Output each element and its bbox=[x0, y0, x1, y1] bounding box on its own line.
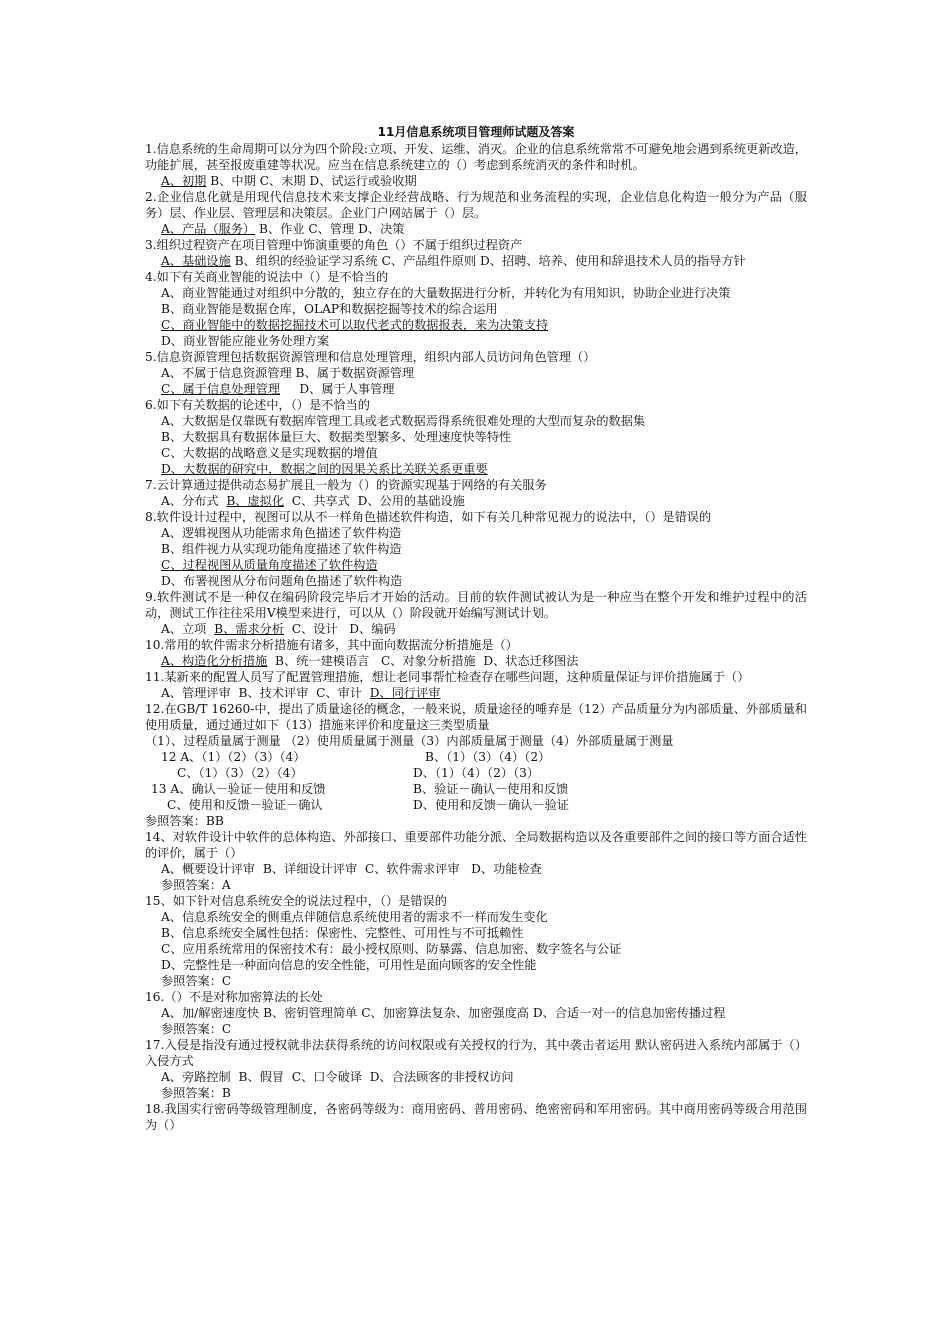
option-text: B、中期 C、末期 D、试运行或验收期 bbox=[206, 174, 417, 188]
option-c bbox=[145, 557, 807, 573]
question-stem: 2.企业信息化就是用现代信息技术来支撑企业经营战略、行为规范和业务流程的实现，企业信息化构造一般分为产品（服务）层、作业层、管理层和决策层。企业门户网站属于（）层。 bbox=[145, 190, 807, 220]
option-text: A、分布式 bbox=[161, 494, 227, 508]
question-options: A、概要设计评审 B、详细设计评审 C、软件需求评审 D、功能检查 bbox=[161, 862, 542, 876]
question-1 bbox=[145, 141, 807, 189]
question-18 bbox=[145, 1101, 807, 1133]
option-b: B、大数据具有数据体量巨大、数据类型繁多、处理速度快等特性 bbox=[161, 430, 512, 444]
option-text: D、使用和反馈－确认－验证 bbox=[413, 798, 570, 812]
question-4 bbox=[145, 269, 807, 349]
option-text: A、管理评审 B、技术评审 C、审计 bbox=[161, 686, 370, 700]
question-stem: 4.如下有关商业智能的说法中（）是不恰当的 bbox=[145, 270, 389, 284]
option-a: A、逻辑视图从功能需求角色描述了软件构造 bbox=[161, 526, 402, 540]
question-7 bbox=[145, 477, 807, 509]
option-b: B、组件视力从实现功能角度描述了软件构造 bbox=[161, 542, 402, 556]
question-stem: 6.如下有关数据的论述中，（）是不恰当的 bbox=[145, 398, 370, 412]
option-a: A、信息系统安全的侧重点伴随信息系统使用者的需求不一样而发生变化 bbox=[161, 910, 548, 924]
reference-answer: 参照答案：B bbox=[161, 1086, 231, 1100]
question-stem: 14、对软件设计中软件的总体构造、外部接口、重要部件功能分派、全局数据构造以及各重要部件之间的接口等方面合适性的评价，属于（） bbox=[145, 830, 807, 860]
option-c: C、大数据的战略意义是实现数据的增值 bbox=[161, 446, 378, 460]
question-15 bbox=[145, 893, 807, 989]
options-13-row1 bbox=[145, 781, 807, 797]
options-12-row1 bbox=[145, 749, 807, 765]
answer-option: D、大数据的研究中，数据之间的因果关系比关联关系更重要 bbox=[161, 462, 488, 476]
option-text: B、验证－确认－使用和反馈 bbox=[413, 782, 569, 796]
question-9 bbox=[145, 589, 807, 637]
answer-option: C、属于信息处理管理 bbox=[161, 382, 281, 396]
answer-option: B、虚拟化 bbox=[226, 494, 285, 508]
question-2 bbox=[145, 189, 807, 237]
option-text: 12 A、（1）（2）（3）（4） bbox=[161, 750, 306, 764]
question-stem: 12.在GB/T 16260-中，提出了质量途径的概念，一般来说，质量途径的唾弃是（12）产品质量分为内部质量、外部质量和使用质量，通过通过如下（13）措施来评价和度量这三类型质量 bbox=[145, 702, 807, 732]
question-6 bbox=[145, 397, 807, 477]
option-a: A、大数据是仅靠既有数据库管理工具或老式数据焉得系统很难处理的大型而复杂的数据集 bbox=[161, 414, 646, 428]
answer-option: D、同行评审 bbox=[369, 686, 441, 700]
question-11 bbox=[145, 669, 807, 701]
options-12-row2 bbox=[145, 765, 807, 781]
question-stem: 10.常用的软件需求分析措施有诸多，其中面向数据流分析措施是（） bbox=[145, 638, 518, 652]
option-text: B、统一建模语言 C、对象分析措施 D、状态迁移图法 bbox=[267, 654, 579, 668]
question-options bbox=[145, 221, 807, 237]
question-options bbox=[145, 173, 807, 189]
option-d: D、完整性是一种面向信息的安全性能，可用性是面向顾客的安全性能 bbox=[161, 958, 537, 972]
question-stem: 17.入侵是指没有通过授权就非法获得系统的访问权限或有关授权的行为，其中袭击者运用 默认密码进入系统内部属于（）入侵方式 bbox=[145, 1038, 807, 1068]
option-text: D、（1）（4）（2）（3） bbox=[413, 766, 540, 780]
option-d: D、布署视图从分布问题角色描述了软件构造 bbox=[161, 574, 403, 588]
question-5 bbox=[145, 349, 807, 397]
question-stem: 16.（）不是对称加密算法的长处 bbox=[145, 990, 323, 1004]
reference-answer: 参照答案：C bbox=[161, 1022, 232, 1036]
question-14 bbox=[145, 829, 807, 893]
reference-answer: 参照答案：C bbox=[161, 974, 232, 988]
option-c bbox=[145, 317, 807, 333]
question-stem: 7.云计算通过提供动态易扩展且一般为（）的资源实现基于网络的有关服务 bbox=[145, 478, 547, 492]
options-13-row2 bbox=[145, 797, 807, 813]
option-text: B、作业 C、管理 D、决策 bbox=[255, 222, 405, 236]
option-ab: A、不属于信息资源管理 B、属于数据资源管理 bbox=[161, 366, 415, 380]
option-text: C、设计 D、编码 bbox=[284, 622, 396, 636]
question-options bbox=[145, 621, 807, 637]
option-cd bbox=[145, 381, 807, 397]
answer-option: B、需求分析 bbox=[214, 622, 285, 636]
reference-answer: 参照答案：BB bbox=[145, 814, 224, 828]
option-text: C、（1）（3）（2）（4） bbox=[177, 766, 303, 780]
option-text: D、属于人事管理 bbox=[280, 382, 395, 396]
option-text: A、立项 bbox=[161, 622, 215, 636]
question-stem: 3.组织过程资产在项目管理中饰演重要的角色（）不属于组织过程资产 bbox=[145, 238, 523, 252]
option-text: B、（1）（3）（4）（2） bbox=[425, 750, 551, 764]
option-b: B、信息系统安全属性包括：保密性、完整性、可用性与不可抵赖性 bbox=[161, 926, 524, 940]
question-line: （1）、过程质量属于测量 （2）使用质量属于测量（3）内部质量属于测量（4）外部质量属于测量 bbox=[145, 734, 674, 748]
reference-answer: 参照答案：A bbox=[161, 878, 231, 892]
answer-option: A、构造化分析措施 bbox=[161, 654, 268, 668]
option-d bbox=[145, 461, 807, 477]
question-options: A、加/解密速度快 B、密钥管理简单 C、加密算法复杂、加密强度高 D、合适一对一的信息加密传播过程 bbox=[161, 1006, 726, 1020]
option-text: C、使用和反馈－验证－确认 bbox=[167, 798, 323, 812]
question-stem: 15、如下针对信息系统安全的说法过程中，（）是错误的 bbox=[145, 894, 447, 908]
question-16 bbox=[145, 989, 807, 1037]
answer-option: C、过程视图从质量角度描述了软件构造 bbox=[161, 558, 378, 572]
option-d: D、商业智能应能业务处理方案 bbox=[161, 334, 330, 348]
question-stem: 11.某新来的配置人员写了配置管理措施，想让老同事帮忙检查存在哪些问题，这种质量保证与评价措施属于（） bbox=[145, 670, 750, 684]
answer-option: C、商业智能中的数据挖掘技术可以取代老式的数据报表，来为决策支持 bbox=[161, 318, 549, 332]
question-stem: 8.软件设计过程中，视图可以从不一样角色描述软件构造，如下有关几种常见视力的说法中，（）是错误的 bbox=[145, 510, 712, 524]
option-text: B、组织的经验证学习系统 C、产品组件原则 D、招聘、培养、使用和辞退技术人员的指导方针 bbox=[230, 254, 746, 268]
question-options: A、旁路控制 B、假冒 C、口令破译 D、合法顾客的非授权访问 bbox=[161, 1070, 514, 1084]
option-b: B、商业智能是数据仓库，OLAP和数据挖掘等技术的综合运用 bbox=[161, 302, 498, 316]
option-c: C、应用系统常用的保密技术有：最小授权原则、防暴露、信息加密、数字签名与公证 bbox=[161, 942, 622, 956]
question-stem: 1.信息系统的生命周期可以分为四个阶段:立项、开发、运维、消灭。企业的信息系统常常不可避免地会遇到系统更新改造，功能扩展，甚至报废重建等状况。应当在信息系统建立的（）考虑到系统消灭的条件和时机。 bbox=[145, 142, 807, 172]
answer-option: A、初期 bbox=[161, 174, 207, 188]
option-text: C、共享式 D、公用的基础设施 bbox=[284, 494, 465, 508]
question-stem: 5.信息资源管理包括数据资源管理和信息处理管理，组织内部人员访问角色管理（） bbox=[145, 350, 596, 364]
question-12 bbox=[145, 701, 807, 829]
question-options bbox=[145, 253, 807, 269]
question-17 bbox=[145, 1037, 807, 1101]
answer-option: A、产品（服务） bbox=[161, 222, 256, 236]
question-options bbox=[145, 653, 807, 669]
document-page bbox=[145, 124, 807, 1133]
question-stem: 9.软件测试不是一种仅在编码阶段完毕后才开始的活动。目前的软件测试被认为是一种应当在整个开发和维护过程中的活动，测试工作往往采用V模型来进行，可以从（）阶段就开始编写测试计划。 bbox=[145, 590, 807, 620]
option-text: 13 A、确认－验证－使用和反馈 bbox=[151, 782, 326, 796]
question-options bbox=[145, 685, 807, 701]
question-options bbox=[145, 493, 807, 509]
document-title: 11月信息系统项目管理师试题及答案 bbox=[377, 125, 575, 139]
option-a: A、商业智能通过对组织中分散的，独立存在的大量数据进行分析，并转化为有用知识，协助企业进行决策 bbox=[161, 286, 731, 300]
question-10 bbox=[145, 637, 807, 669]
question-8 bbox=[145, 509, 807, 589]
question-stem: 18.我国实行密码等级管理制度，各密码等级为：商用密码、普用密码、绝密密码和军用密码。其中商用密码等级合用范围为（） bbox=[145, 1102, 807, 1132]
answer-option: A、基础设施 bbox=[161, 254, 231, 268]
question-3 bbox=[145, 237, 807, 269]
